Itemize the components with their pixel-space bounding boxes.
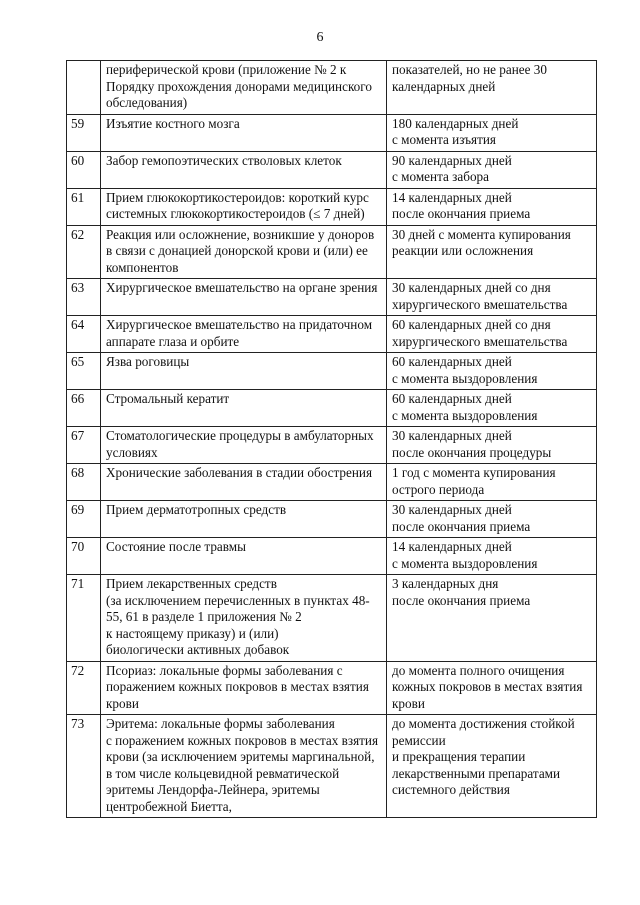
deferral-table — [66, 60, 597, 818]
row-number: 63 — [67, 279, 101, 316]
table-row — [67, 390, 597, 427]
table-row — [67, 715, 597, 818]
deferral-period-cell: до момента достижения стойкой ремиссии и прекращения терапии лекарственными препаратами системного действия — [387, 715, 597, 818]
deferral-period-cell: 30 календарных дней после окончания приема — [387, 501, 597, 538]
row-number: 61 — [67, 188, 101, 225]
table-row — [67, 538, 597, 575]
deferral-period-cell: 60 календарных дней со дня хирургического вмешательства — [387, 316, 597, 353]
table-row — [67, 464, 597, 501]
condition-cell: Хронические заболевания в стадии обострения — [101, 464, 387, 501]
condition-cell: Прием глюкокортикостероидов: короткий курс системных глюкокортикостероидов (≤ 7 дней) — [101, 188, 387, 225]
row-number: 65 — [67, 353, 101, 390]
page-number: 6 — [316, 30, 324, 45]
deferral-period-cell: до момента полного очищения кожных покровов в местах взятия крови — [387, 661, 597, 715]
table-row — [67, 61, 597, 115]
row-number: 73 — [67, 715, 101, 818]
deferral-period-cell: 60 календарных дней с момента выздоровления — [387, 390, 597, 427]
table-row — [67, 501, 597, 538]
deferral-period-cell: 90 календарных дней с момента забора — [387, 151, 597, 188]
condition-cell: Псориаз: локальные формы заболевания с поражением кожных покровов в местах взятия крови — [101, 661, 387, 715]
row-number: 71 — [67, 575, 101, 662]
deferral-period-cell: 3 календарных дня после окончания приема — [387, 575, 597, 662]
condition-cell: Прием лекарственных средств (за исключением перечисленных в пунктах 48-55, 61 в разделе 1 приложения № 2 к настоящему приказу) и (или) биологически активных добавок — [101, 575, 387, 662]
condition-cell: Хирургическое вмешательство на органе зрения — [101, 279, 387, 316]
row-number: 59 — [67, 114, 101, 151]
condition-cell: периферической крови (приложение № 2 к Порядку прохождения донорами медицинского обследования) — [101, 61, 387, 115]
condition-cell: Прием дерматотропных средств — [101, 501, 387, 538]
row-number: 66 — [67, 390, 101, 427]
condition-cell: Язва роговицы — [101, 353, 387, 390]
table-row — [67, 114, 597, 151]
row-number: 67 — [67, 427, 101, 464]
row-number: 70 — [67, 538, 101, 575]
deferral-period-cell: 30 календарных дней после окончания процедуры — [387, 427, 597, 464]
condition-cell: Забор гемопоэтических стволовых клеток — [101, 151, 387, 188]
deferral-period-cell: 14 календарных дней с момента выздоровления — [387, 538, 597, 575]
row-number: 62 — [67, 225, 101, 279]
condition-cell: Стоматологические процедуры в амбулаторных условиях — [101, 427, 387, 464]
table-row — [67, 151, 597, 188]
deferral-period-cell: показателей, но не ранее 30 календарных дней — [387, 61, 597, 115]
condition-cell: Стромальный кератит — [101, 390, 387, 427]
row-number — [67, 61, 101, 115]
deferral-period-cell: 180 календарных дней с момента изъятия — [387, 114, 597, 151]
row-number: 68 — [67, 464, 101, 501]
table-row — [67, 316, 597, 353]
table-body — [67, 61, 597, 818]
deferral-period-cell: 60 календарных дней с момента выздоровления — [387, 353, 597, 390]
condition-cell: Эритема: локальные формы заболевания с поражением кожных покровов в местах взятия крови (за исключением эритемы маргинальной, в том числе кольцевидной ревматической эритемы Лендорфа-Лейнера, эритемы центробежной Биетта, — [101, 715, 387, 818]
table-row — [67, 661, 597, 715]
condition-cell: Реакция или осложнение, возникшие у доноров в связи с донацией донорской крови и (или) ее компонентов — [101, 225, 387, 279]
condition-cell: Хирургическое вмешательство на придаточном аппарате глаза и орбите — [101, 316, 387, 353]
table-row — [67, 575, 597, 662]
row-number: 69 — [67, 501, 101, 538]
deferral-period-cell: 14 календарных дней после окончания приема — [387, 188, 597, 225]
row-number: 64 — [67, 316, 101, 353]
deferral-period-cell: 30 календарных дней со дня хирургического вмешательства — [387, 279, 597, 316]
row-number: 72 — [67, 661, 101, 715]
row-number: 60 — [67, 151, 101, 188]
table-row — [67, 353, 597, 390]
table-row — [67, 188, 597, 225]
condition-cell: Изъятие костного мозга — [101, 114, 387, 151]
deferral-period-cell: 1 год с момента купирования острого периода — [387, 464, 597, 501]
deferral-period-cell: 30 дней с момента купирования реакции или осложнения — [387, 225, 597, 279]
table-row — [67, 279, 597, 316]
table-row — [67, 427, 597, 464]
table-row — [67, 225, 597, 279]
condition-cell: Состояние после травмы — [101, 538, 387, 575]
